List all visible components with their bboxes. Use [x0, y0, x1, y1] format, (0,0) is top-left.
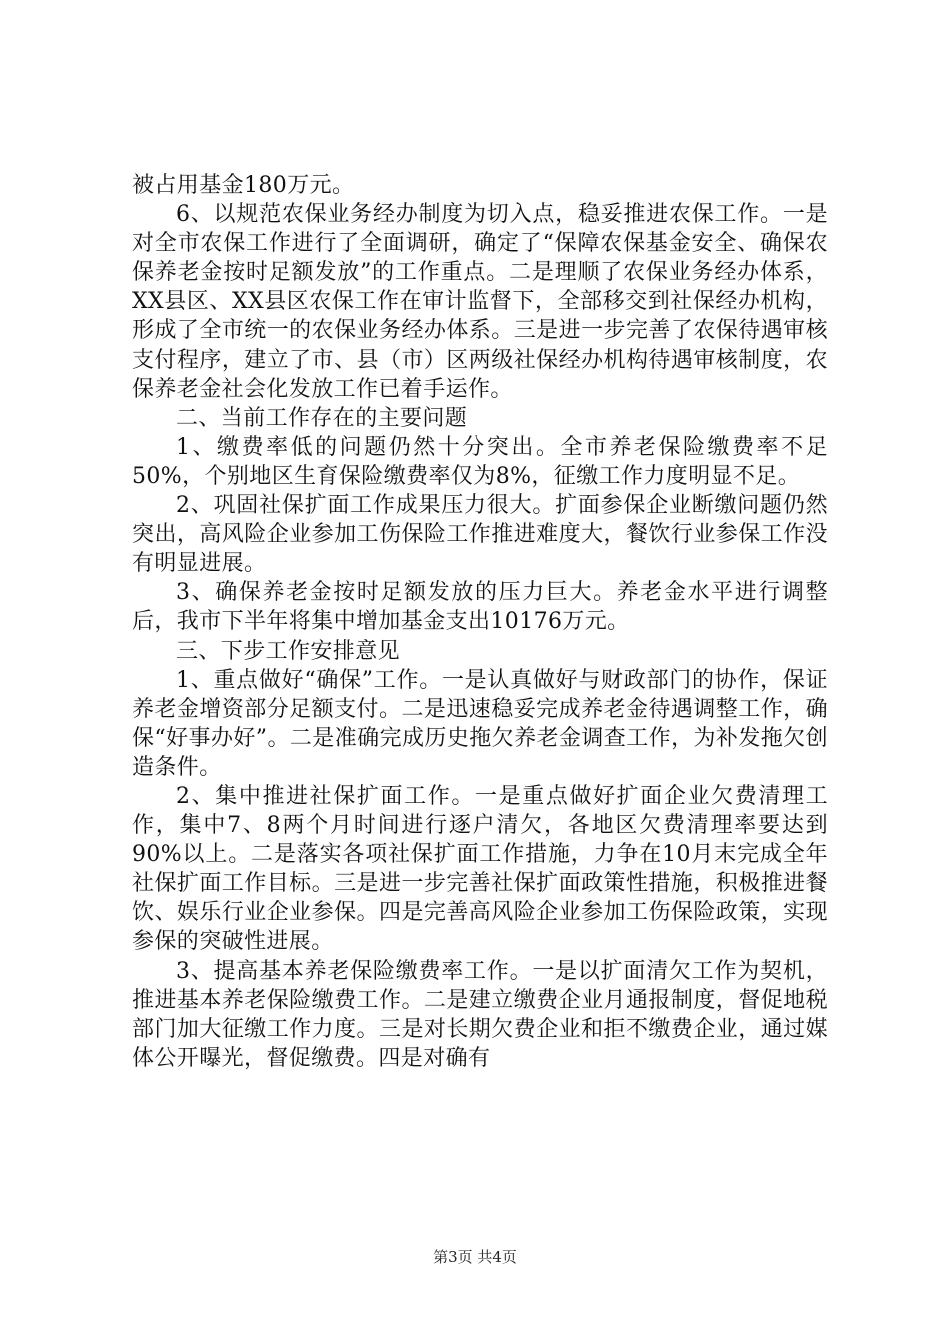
page-number-footer: 第3页 共4页 — [433, 1248, 517, 1266]
paragraph: 2、巩固社保扩面工作成果压力很大。扩面参保企业断缴问题仍然突出，高风险企业参加工伤保险工作推进难度大，餐饮行业参保工作没有明显进展。 — [132, 493, 828, 577]
paragraph: 被占用基金180万元。 — [132, 173, 355, 198]
section-heading: 三、下步工作安排意见 — [176, 638, 401, 664]
section-heading: 二、当前工作存在的主要问题 — [176, 405, 468, 431]
paragraph: 3、提高基本养老保险缴费率工作。一是以扩面清欠工作为契机，推进基本养老保险缴费工作。二是建立缴费企业月通报制度，督促地税部门加大征缴工作力度。三是对长期欠费企业和拒不缴费企业，通过媒体公开曝光，督促缴费。四是对确有 — [132, 958, 828, 1071]
paragraph: 1、重点做好“确保”工作。一是认真做好与财政部门的协作，保证养老金增资部分足额支付。二是迅速稳妥完成养老金待遇调整工作，确保“好事办好”。二是准确完成历史拖欠养老金调查工作，为补发拖欠创造条件。 — [132, 667, 828, 780]
paragraph: 1、缴费率低的问题仍然十分突出。全市养老保险缴费率不足50%，个别地区生育保险缴费率仅为8%，征缴工作力度明显不足。 — [132, 434, 828, 489]
paragraph: 6、以规范农保业务经办制度为切入点，稳妥推进农保工作。一是对全市农保工作进行了全面调研，确定了“保障农保基金安全、确保农保养老金按时足额发放”的工作重点。二是理顺了农保业务经办体系，XX县区、XX县区农保工作在审计监督下，全部移交到社保经办机构，形成了全市统一的农保业务经办体系。三是进一步完善了农保待遇审核支付程序，建立了市、县（市）区两级社保经办机构待遇审核制度，农保养老金社会化发放工作已着手运作。 — [132, 202, 828, 402]
document-body — [132, 171, 828, 1073]
paragraph: 2、集中推进社保扩面工作。一是重点做好扩面企业欠费清理工作，集中7、8两个月时间进行逐户清欠，各地区欠费清理率要达到90%以上。二是落实各项社保扩面工作措施，力争在10月末完成全年社保扩面工作目标。三是进一步完善社保扩面政策性措施，积极推进餐饮、娱乐行业企业参保。四是完善高风险企业参加工伤保险政策，实现参保的突破性进展。 — [132, 783, 828, 955]
paragraph: 3、确保养老金按时足额发放的压力巨大。养老金水平进行调整后，我市下半年将集中增加基金支出10176万元。 — [132, 580, 828, 635]
